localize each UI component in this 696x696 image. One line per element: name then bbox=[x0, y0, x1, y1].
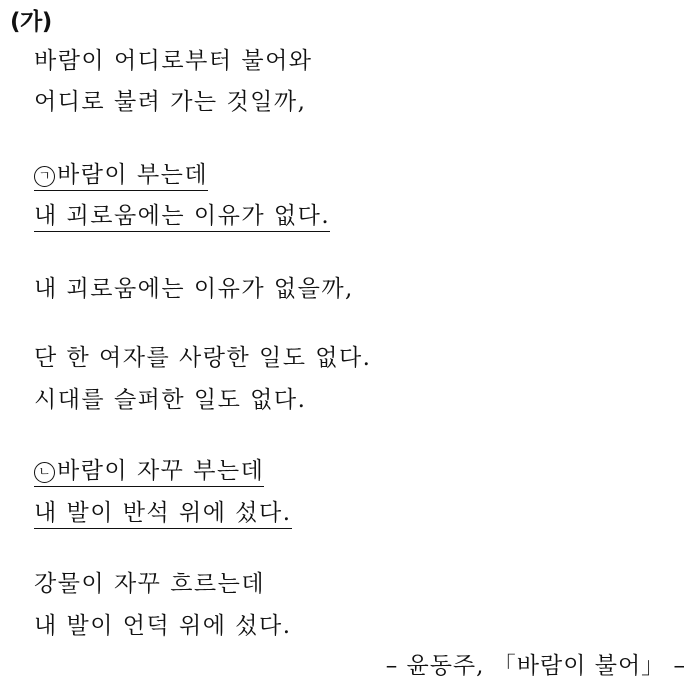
underlined-text-a: ㄱ 바람이 부는데 bbox=[34, 162, 208, 191]
poem-line-2: 어디로 불려 가는 것일까, bbox=[34, 89, 307, 115]
poem-line-7: 시대를 슬퍼한 일도 없다. bbox=[34, 387, 307, 413]
circled-marker-b: ㄴ bbox=[34, 462, 55, 483]
poem-line-4 bbox=[34, 201, 330, 231]
poem-line-3 bbox=[34, 160, 208, 190]
poem-line-9 bbox=[34, 498, 292, 528]
poem-line-10: 강물이 자꾸 흐르는데 bbox=[34, 571, 266, 597]
poem-line-8 bbox=[34, 456, 264, 486]
underlined-text-a-cont: 내 괴로움에는 이유가 없다. bbox=[34, 203, 330, 232]
underlined-text-b: ㄴ 바람이 자꾸 부는데 bbox=[34, 458, 264, 487]
circled-marker-a: ㄱ bbox=[34, 166, 55, 187]
poem-line-6: 단 한 여자를 사랑한 일도 없다. bbox=[34, 345, 372, 371]
poem-line-1: 바람이 어디로부터 불어와 bbox=[34, 48, 313, 74]
poem-line-5: 내 괴로움에는 이유가 없을까, bbox=[34, 276, 354, 302]
attribution: – 윤동주, 「바람이 불어」 – bbox=[385, 653, 686, 679]
underlined-text-b-cont: 내 발이 반석 위에 섰다. bbox=[34, 500, 292, 529]
poem-line-11: 내 발이 언덕 위에 섰다. bbox=[34, 613, 292, 639]
section-label: (가) bbox=[10, 9, 52, 35]
